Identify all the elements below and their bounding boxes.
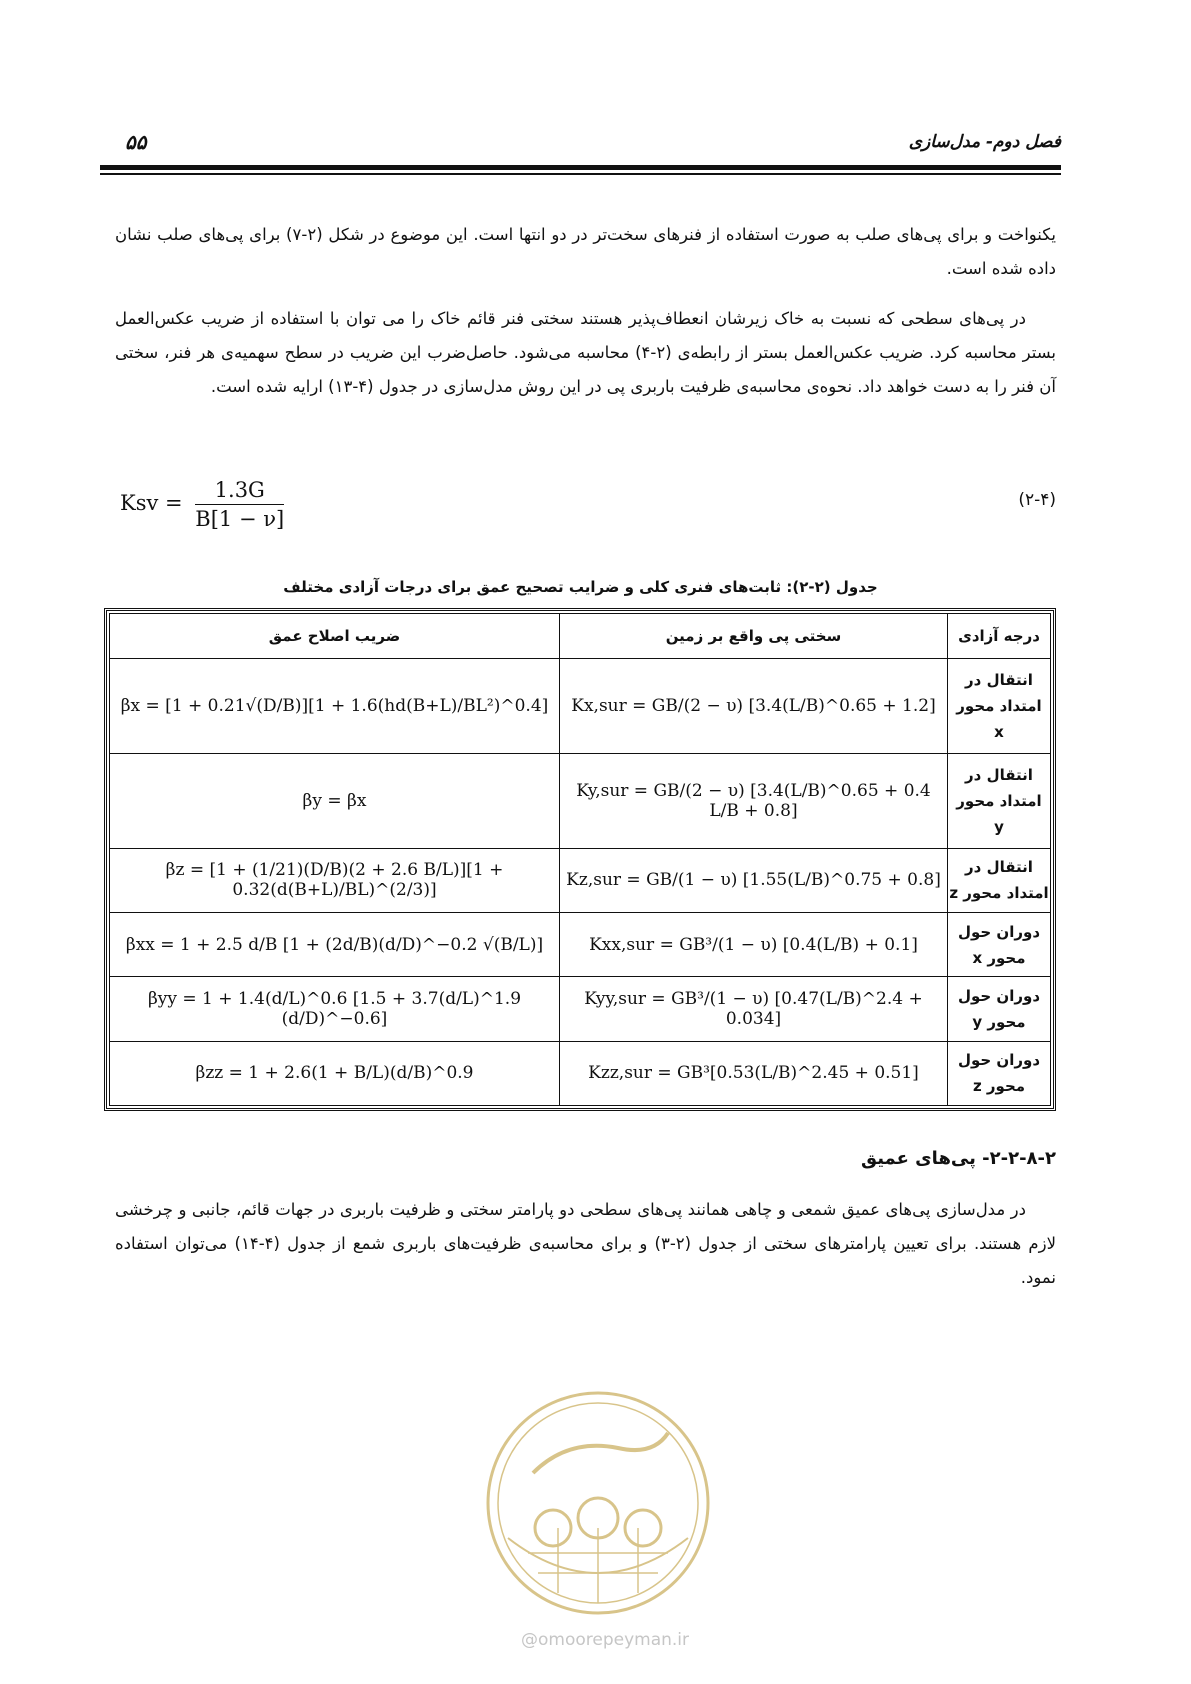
header-dof: درجه آزادی bbox=[948, 614, 1051, 659]
stiffness-formula: Kz,sur = GB/(1 − υ) [1.55(L/B)^0.75 + 0.8] bbox=[560, 848, 948, 912]
dof-cell: دوران حول محور x bbox=[948, 912, 1051, 976]
paragraph-3: در مدل‌سازی پی‌های عمیق شمعی و چاهی همانند پی‌های سطحی دو پارامتر سختی و ظرفیت باربری در جهات قائم، جانبی و چرخشی لازم هستند. برای تعیین پارامترهای سختی از جدول (۲-۳) و برای محاسبه‌ی ظرفیت‌های باربری شمع از جدول (۴-۱۴) می‌توان استفاده نمود. bbox=[115, 1200, 1056, 1287]
header-rule-thick bbox=[100, 165, 1061, 170]
equation-denominator: B[1 − ν] bbox=[195, 507, 285, 531]
table-row bbox=[110, 848, 1051, 912]
table-row bbox=[110, 912, 1051, 976]
chapter-title: فصل دوم- مدل‌سازی bbox=[908, 132, 1061, 152]
section-title: ۲-۲-۸-۲- پی‌های عمیق bbox=[860, 1148, 1056, 1169]
equation-numerator: 1.3G bbox=[195, 478, 284, 505]
header-rule-thin bbox=[100, 173, 1061, 175]
stiffness-formula: Ky,sur = GB/(2 − υ) [3.4(L/B)^0.65 + 0.4 L/B + 0.8] bbox=[560, 753, 948, 848]
table-header-row bbox=[110, 614, 1051, 659]
stiffness-formula: Kzz,sur = GB³[0.53(L/B)^2.45 + 0.51] bbox=[560, 1041, 948, 1105]
stiffness-formula: Kx,sur = GB/(2 − υ) [3.4(L/B)^0.65 + 1.2] bbox=[560, 659, 948, 754]
embedment-formula: βzz = 1 + 2.6(1 + B/L)(d/B)^0.9 bbox=[110, 1041, 560, 1105]
stiffness-formula: Kyy,sur = GB³/(1 − υ) [0.47(L/B)^2.4 + 0.034] bbox=[560, 977, 948, 1041]
page-number: ۵۵ bbox=[125, 130, 147, 154]
equation-lhs: Ksv = bbox=[120, 491, 183, 515]
embedment-formula: βz = [1 + (1/21)(D/B)(2 + 2.6 B/L)][1 + 0.32(d(B+L)/BL)^(2/3)] bbox=[110, 848, 560, 912]
table-caption: جدول (۲-۲): ثابت‌های فنری کلی و ضرایب تصحیح عمق برای درجات آزادی مختلف bbox=[283, 578, 878, 596]
embedment-formula: βx = [1 + 0.21√(D/B)][1 + 1.6(hd(B+L)/BL²)^0.4] bbox=[110, 659, 560, 754]
watermark-logo bbox=[478, 1378, 718, 1628]
table-row bbox=[110, 753, 1051, 848]
watermark-site: @omoorepeyman.ir bbox=[520, 1630, 690, 1650]
embedment-formula: βyy = 1 + 1.4(d/L)^0.6 [1.5 + 3.7(d/L)^1.9 (d/D)^−0.6] bbox=[110, 977, 560, 1041]
stiffness-formula: Kxx,sur = GB³/(1 − υ) [0.4(L/B) + 0.1] bbox=[560, 912, 948, 976]
dof-cell: انتقال در امتداد محور y bbox=[948, 753, 1051, 848]
embedment-formula: βy = βx bbox=[110, 753, 560, 848]
embedment-formula: βxx = 1 + 2.5 d/B [1 + (2d/B)(d/D)^−0.2 √(B/L)] bbox=[110, 912, 560, 976]
header-stiffness: سختی پی واقع بر زمین bbox=[560, 614, 948, 659]
equation-ksv bbox=[120, 478, 284, 531]
paragraph-2: در پی‌های سطحی که نسبت به خاک زیرشان انعطاف‌پذیر هستند سختی فنر قائم خاک را می توان با استفاده از ضریب عکس‌العمل بستر محاسبه کرد. ضریب عکس‌العمل بستر از رابطه‌ی (۲-۴) محاسبه می‌شود. حاصل‌ضرب این ضریب در سطح سهمیه‌ی هر فنر، سختی آن فنر را به دست خواهد داد. نحوه‌ی محاسبه‌ی ظرفیت باربری پی در این روش مدل‌سازی در جدول (۴-۱۳) ارایه شده است. bbox=[115, 309, 1057, 396]
table-row bbox=[110, 659, 1051, 754]
dof-cell: دوران حول محور y bbox=[948, 977, 1051, 1041]
table-row bbox=[110, 977, 1051, 1041]
dof-cell: انتقال در امتداد محور z bbox=[948, 848, 1051, 912]
header-embedment: ضریب اصلاح عمق bbox=[110, 614, 560, 659]
equation-fraction bbox=[195, 478, 284, 531]
equation-number: (۲-۴) bbox=[1018, 490, 1056, 510]
spring-constants-table bbox=[104, 608, 1056, 1111]
dof-cell: انتقال در امتداد محور x bbox=[948, 659, 1051, 754]
table-row bbox=[110, 1041, 1051, 1105]
page-header bbox=[100, 130, 1061, 170]
paragraph-1: یکنواخت و برای پی‌های صلب به صورت استفاده از فنرهای سخت‌تر در دو انتها است. این موضوع در شکل (۲-۷) برای پی‌های صلب نشان داده شده است. bbox=[115, 225, 1056, 278]
dof-cell: دوران حول محور z bbox=[948, 1041, 1051, 1105]
